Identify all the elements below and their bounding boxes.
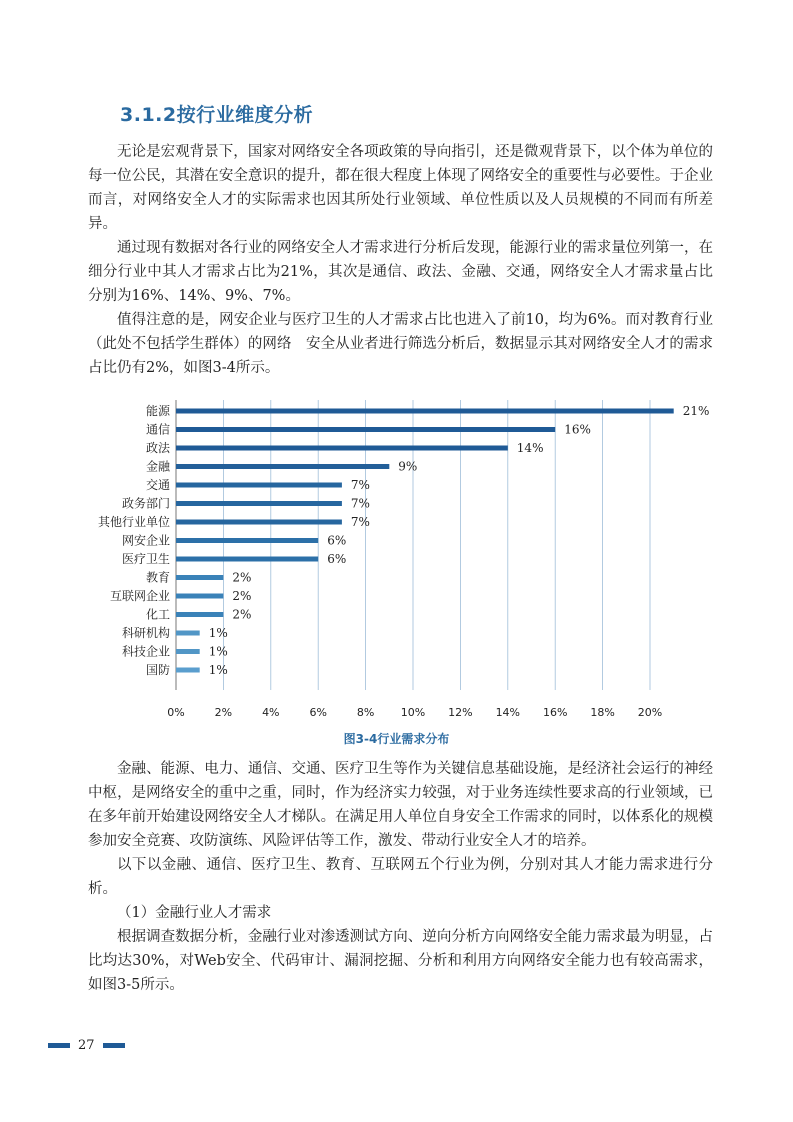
category-label: 科研机构 xyxy=(121,626,170,640)
bar xyxy=(176,520,342,525)
data-label: 6% xyxy=(327,552,347,566)
footer-bar-right xyxy=(103,1043,125,1048)
paragraph: 金融、能源、电力、通信、交通、医疗卫生等作为关键信息基础设施，是经济社会运行的神经中枢，是网络安全的重中之重，同时，作为经济实力较强，对于业务连续性要求高的行业领域，已在多年前开始建设网络安全人才梯队。在满足用人单位自身安全工作需求的同时，以体系化的规模参加安全竞赛、攻防演练、风险评估等工作，激发、带动行业安全人才的培养。 xyxy=(88,761,713,849)
page-footer xyxy=(48,1035,125,1055)
paragraph: 通过现有数据对各行业的网络安全人才需求进行分析后发现，能源行业的需求量位列第一，在细分行业中其人才需求占比为21%，其次是通信、政法、金融、交通，网络安全人才需求量占比分别为16%、14%、9%、7%。 xyxy=(88,240,713,304)
category-label: 交通 xyxy=(145,478,170,492)
category-label: 互联网企业 xyxy=(109,589,170,603)
paragraph: 无论是宏观背景下，国家对网络安全各项政策的导向指引，还是微观背景下，以个体为单位的每一位公民，其潜在安全意识的提升，都在很大程度上体现了网络安全的重要性与必要性。于企业而言，对网络安全人才的实际需求也因其所处行业领域、单位性质以及人员规模的不同而有所差异。 xyxy=(88,144,713,232)
paragraph: 以下以金融、通信、医疗卫生、教育、互联网五个行业为例，分别对其人才能力需求进行分析。 xyxy=(88,857,713,897)
category-label: 金融 xyxy=(145,459,170,474)
bar xyxy=(176,464,389,469)
category-label: 医疗卫生 xyxy=(121,552,170,566)
x-tick-label: 4% xyxy=(262,706,280,719)
bar xyxy=(176,427,555,432)
data-label: 6% xyxy=(327,533,347,548)
data-label: 7% xyxy=(350,515,370,529)
bar xyxy=(176,446,508,451)
analysis-paragraphs xyxy=(88,757,713,997)
x-tick-label: 20% xyxy=(637,706,663,719)
category-label: 教育 xyxy=(145,570,170,585)
section-heading: 3.1.2按行业维度分析 xyxy=(120,104,314,126)
subheading-paragraph: （1）金融行业人才需求 xyxy=(117,905,272,921)
x-tick-label: 18% xyxy=(590,706,615,719)
category-label: 其他行业单位 xyxy=(97,515,170,529)
bar xyxy=(176,575,223,580)
bar xyxy=(176,409,674,414)
x-tick-label: 8% xyxy=(356,706,375,719)
chart-caption: 图3-4行业需求分布 xyxy=(343,732,450,746)
data-label: 7% xyxy=(350,496,370,511)
intro-paragraphs xyxy=(88,140,713,380)
data-label: 1% xyxy=(208,626,228,640)
x-tick-label: 0% xyxy=(167,706,185,719)
paragraph: 值得注意的是，网安企业与医疗卫生的人才需求占比也进入了前10，均为6%。而对教育行业（此处不包括学生群体）的网络 安全从业者进行筛选分析后，数据显示其对网络安全人才的需求占比仍有2%，如图3-4所示。 xyxy=(88,312,713,376)
category-label: 政法 xyxy=(145,441,170,455)
category-label: 网安企业 xyxy=(121,533,170,548)
bar xyxy=(176,668,200,673)
footer-bar-left xyxy=(48,1043,70,1048)
bar xyxy=(176,501,342,506)
bar-chart-svg xyxy=(80,398,720,728)
x-tick-label: 14% xyxy=(495,706,521,719)
data-label: 21% xyxy=(682,404,710,418)
x-tick-label: 2% xyxy=(214,706,233,719)
data-label: 2% xyxy=(232,589,252,603)
data-label: 1% xyxy=(208,644,228,659)
category-label: 科技企业 xyxy=(121,644,170,659)
data-label: 14% xyxy=(516,441,544,455)
data-label: 2% xyxy=(232,570,252,585)
bar xyxy=(176,538,318,543)
bar xyxy=(176,649,200,654)
category-label: 政务部门 xyxy=(121,496,170,511)
x-tick-label: 6% xyxy=(309,706,327,719)
data-label: 1% xyxy=(208,663,228,677)
category-label: 国防 xyxy=(145,663,170,677)
bar xyxy=(176,557,318,562)
bar xyxy=(176,612,223,617)
category-label: 通信 xyxy=(145,422,170,437)
bar xyxy=(176,483,342,488)
bar xyxy=(176,594,223,599)
data-label: 7% xyxy=(350,478,370,492)
category-label: 化工 xyxy=(145,607,170,622)
paragraph: 根据调查数据分析，金融行业对渗透测试方向、逆向分析方向网络安全能力需求最为明显，占比均达30%，对Web安全、代码审计、漏洞挖掘、分析和利用方向网络安全能力也有较高需求，如图3-5所示。 xyxy=(88,929,713,993)
x-tick-label: 12% xyxy=(448,706,473,719)
x-tick-label: 16% xyxy=(542,706,568,719)
industry-demand-chart xyxy=(80,398,720,728)
data-label: 9% xyxy=(398,459,418,474)
data-label: 2% xyxy=(232,607,252,622)
x-tick-label: 10% xyxy=(400,706,426,719)
bar xyxy=(176,631,200,636)
category-label: 能源 xyxy=(145,404,170,418)
page-number: 27 xyxy=(78,1037,95,1053)
data-label: 16% xyxy=(564,422,591,437)
